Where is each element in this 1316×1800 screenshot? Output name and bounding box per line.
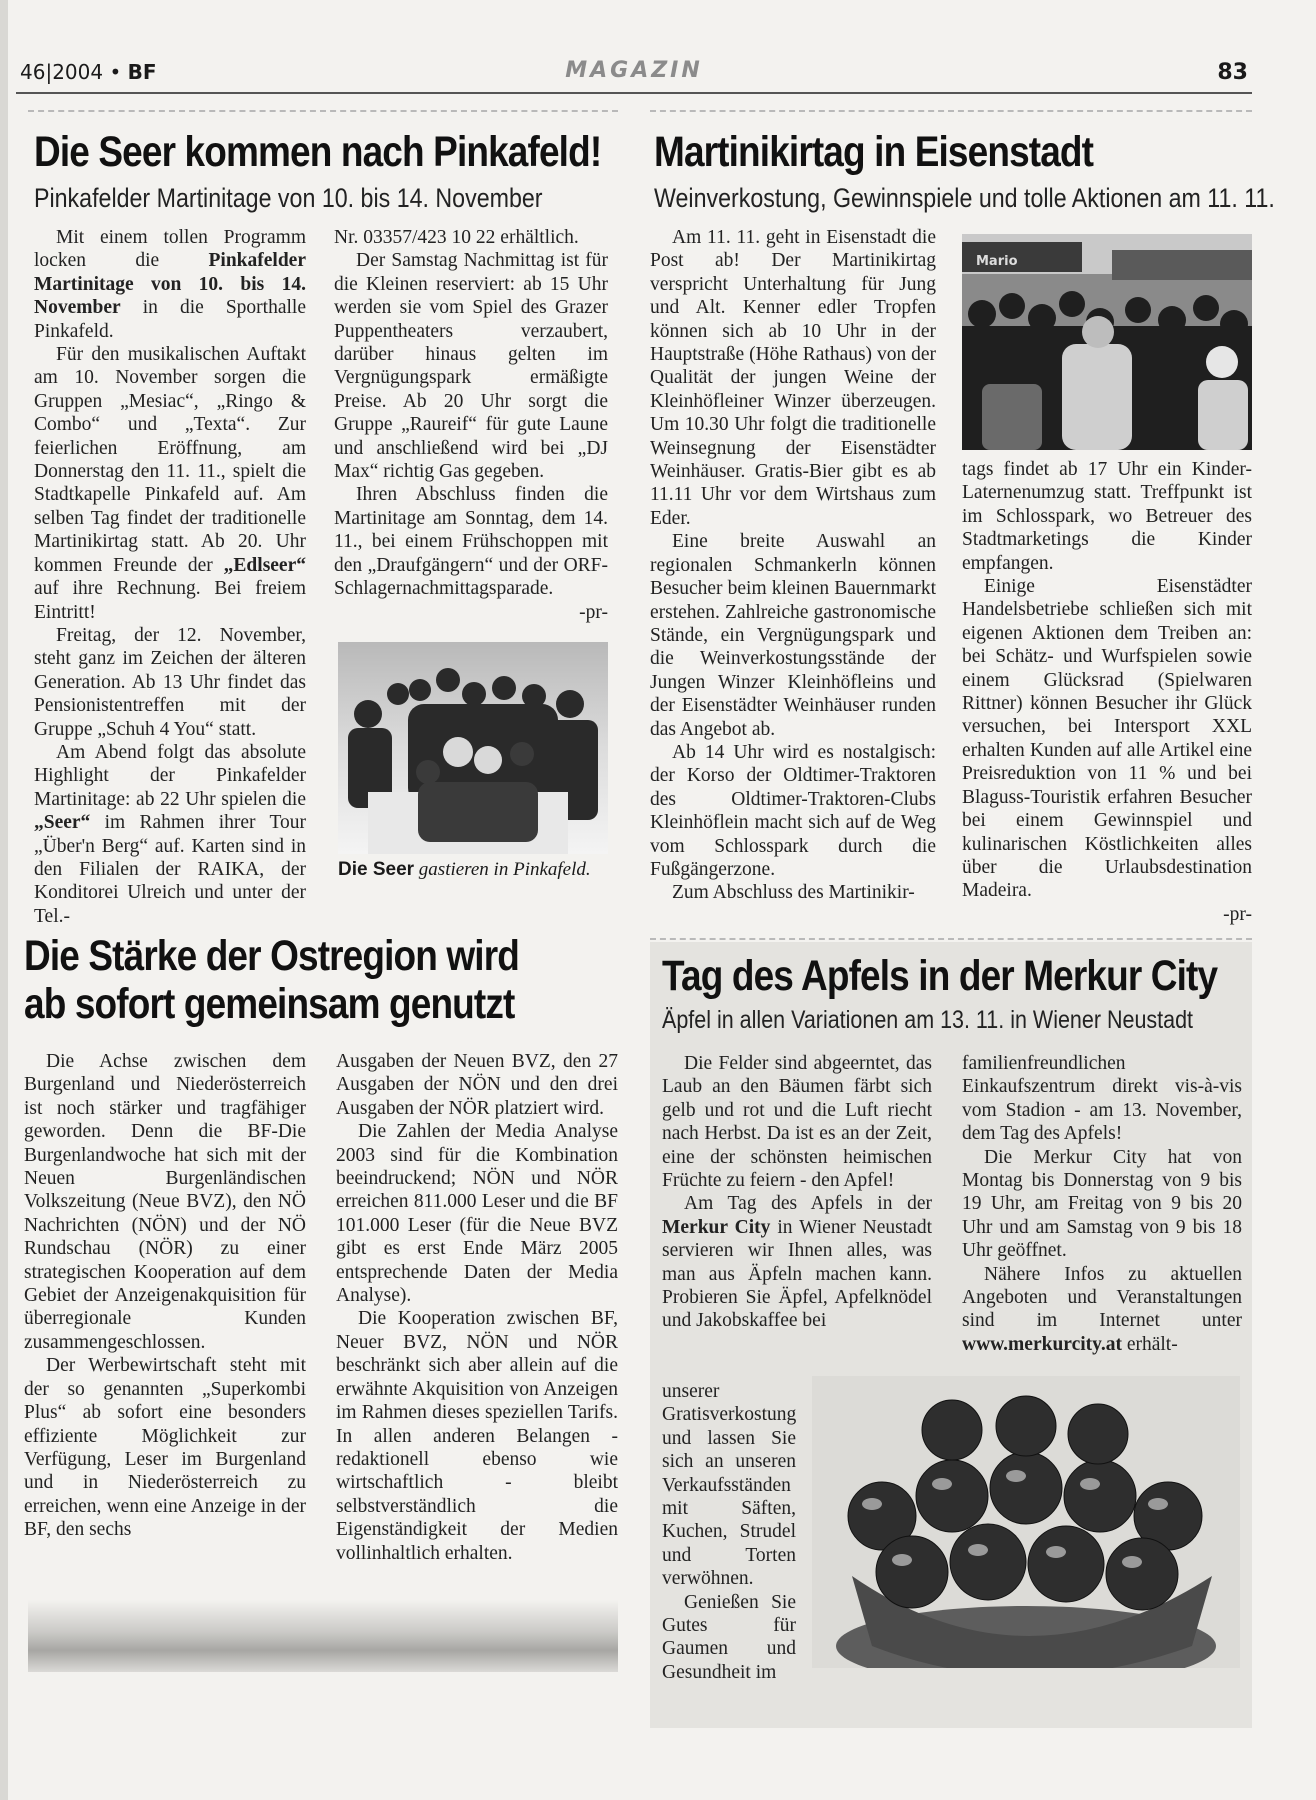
article4-column-1 xyxy=(662,1052,932,1333)
article4-headline: Tag des Apfels in der Merkur City xyxy=(662,952,1218,1000)
paragraph: Zum Abschluss des Martinikir- xyxy=(672,882,915,904)
article3-headline-line1: Die Stärke der Ostregion wird xyxy=(24,932,519,980)
paragraph: Die Felder sind abgeerntet, das Laub an den Bäumen färbt sich gelb und rot und die Luft riecht nach Herbst. Da ist es an der Zeit, eine der schönsten heimischen Früchte zu feiern - den Apfel! xyxy=(662,1053,932,1192)
paragraph: Nr. 03357/423 10 22 erhältlich. xyxy=(334,227,579,248)
page-binding-edge xyxy=(0,0,8,1800)
paragraph: Am Abend folgt das absolute Highlight der Pinkafelder Martinitage: ab 22 Uhr spielen die „Seer“ im Rahmen ihrer Tour „Über'n Berg“ auf. Karten sind in den Filialen der RAIKA, der Konditorei Ulreich und unter der Tel.- xyxy=(34,741,306,927)
paragraph: Für den musikalischen Auftakt am 10. November sorgen die Gruppen „Mesiac“, „Ringo & Combo“ und „Texta“. Zur feierlichen Eröffnung, am Donnerstag den 11. 11., spielt die Stadtkapelle Pinkafeld auf. Am selben Tag findet der traditionelle Martinikirtag statt. Ab 20. Uhr kommen Freunde der „Edlseer“ auf ihre Rechnung. Bei freiem Eintritt! xyxy=(34,344,306,623)
article2-headline: Martinikirtag in Eisenstadt xyxy=(654,128,1094,176)
paragraph: Am 11. 11. geht in Eisenstadt die Post ab! Der Martinikirtag verspricht Unterhaltung für Jung und Alt. Kenner edler Tropfen können sich ab 10 Uhr in der Hauptstraße (Höhe Rathaus) von der Qualität der jungen Weine der Kleinhöfleiner Winzer überzeugen. Um 10.30 Uhr folgt die traditionelle Weinsegnung der Eisenstädter Weinhäuser. Gratis-Bier gibt es ab 11.11 Uhr vor dem Wirtshaus zum Eder. xyxy=(650,227,936,529)
paragraph: Ausgaben der Neuen BVZ, den 27 Ausgaben der NÖN und den drei Ausgaben der NÖR platziert wird. xyxy=(336,1051,618,1119)
publication-name: BF xyxy=(127,60,157,84)
paragraph: Der Werbewirtschaft steht mit der so genannten „Superkombi Plus“ ab sofort eine besonders effiziente Möglichkeit zur Verfügung, Leser im Burgenland und in Niederösterreich zu erreichen, wenn eine Anzeige in der BF, den sechs xyxy=(24,1355,306,1541)
bold-phrase: Pinkafelder Martinitage von 10. bis 14. November xyxy=(34,250,306,319)
photo-sign: Mario xyxy=(976,254,1018,269)
article1-column-1 xyxy=(34,226,306,928)
bold-phrase: „Edlseer“ xyxy=(223,554,306,576)
paragraph: Eine breite Auswahl an regionalen Schmankerln können Besucher beim kleinen Bauernmarkt erstehen. Zahlreiche gastronomische Stände, ein Vergnügungspark und die Weinverkostungsstände der Jungen Winzer Kleinhöfleins und der Eisenstädter Weinhäuser runden das Angebot ab. xyxy=(650,531,936,740)
paragraph: tags findet ab 17 Uhr ein Kinder-Laternenumzug statt. Treffpunkt ist im Schlosspark, wo Betreuer des Stadtmarketings die Kinder empfangen. xyxy=(962,459,1252,574)
article4-column-1-narrow xyxy=(662,1380,796,1684)
decorative-fade-bar xyxy=(28,1600,618,1672)
page-number: 83 xyxy=(1217,60,1248,85)
paragraph: Nähere Infos zu aktuellen Angeboten und Veranstaltungen sind im Internet unter www.merkurcity.at erhält- xyxy=(962,1263,1242,1355)
caption-italic: gastieren in Pinkafeld. xyxy=(414,859,591,880)
divider xyxy=(28,110,618,112)
article2-column-1 xyxy=(650,226,936,905)
paragraph: Die Zahlen der Media Analyse 2003 sind für die Kombination beeindruckend; NÖN und NÖR erreichen 811.000 Leser und die BF 101.000 Leser (für die Neue BVZ gibt es erst Ende März 2005 entsprechende Daten der Media Analyse). xyxy=(336,1121,618,1307)
apples-photo-image xyxy=(812,1376,1240,1668)
article3-headline-line2: ab sofort gemeinsam genutzt xyxy=(24,980,515,1028)
paragraph: Freitag, der 12. November, steht ganz im Zeichen der älteren Generation. Ab 13 Uhr findet das Pensionistentreffen mit der Gruppe „Schuh 4 You“ statt. xyxy=(34,624,306,740)
band-photo-image xyxy=(338,642,608,854)
paragraph: Einige Eisenstädter Handelsbetriebe schließen sich mit eigenen Aktionen dem Treiben an: bei Schätz- und Wurfspielen sowie einem Glücksrad (Spielwaren Rittner) können Besucher ihr Glück versuchen, bei Intersport XXL erhalten Kunden auf alle Artikel eine Preisreduktion von 11 % und bei Blaguss-Touristik erfahren Besucher bei einem Gewinnspiel und kulinarischen Köstlichkeiten alles über die Urlaubsdestination Madeira. xyxy=(962,576,1252,902)
divider xyxy=(650,110,1252,112)
paragraph: Genießen Sie Gutes für Gaumen und Gesundheit im xyxy=(662,1591,796,1683)
band-photo xyxy=(338,642,608,854)
paragraph: Ihren Abschluss finden die Martinitage am Sonntag, dem 14. 11., bei einem Frühschoppen mit den „Draufgängern“ und der ORF-Schlagernachmittagsparade. xyxy=(334,484,608,600)
article4-subheadline: Äpfel in allen Variationen am 13. 11. in Wiener Neustadt xyxy=(662,1006,1194,1034)
article3-column-2 xyxy=(336,1050,618,1565)
paragraph: Die Achse zwischen dem Burgenland und Niederösterreich ist noch stärker und tragfähiger geworden. Denn die BF-Die Burgenlandwoche hat sich mit der Neuen Burgenländischen Volkszeitung (Neue BVZ), den NÖ Nachrichten (NÖN) und der NÖ Rundschau (NÖR) zu einer strategischen Kooperation auf dem Gebiet der Anzeigenakquisition für überregionale Kunden zusammengeschlossen. xyxy=(24,1051,306,1353)
paragraph: familienfreundlichen Einkaufszentrum direkt vis-à-vis vom Stadion - am 13. November, dem Tag des Apfels! xyxy=(962,1053,1242,1145)
article2-column-2 xyxy=(962,458,1252,926)
paragraph: Ab 14 Uhr wird es nostalgisch: der Korso der Oldtimer-Traktoren des Oldtimer-Traktoren-Clubs Kleinhöflein macht sich auf de Weg vom Schlosspark durch die Fußgängerzone. xyxy=(650,741,936,880)
caption-bold: Die Seer xyxy=(338,859,415,880)
paragraph: Der Samstag Nachmittag ist für die Kleinen reserviert: ab 15 Uhr werden sie vom Spiel des Grazer Puppentheaters verzaubert, darüber hinaus gelten im Vergnügungspark ermäßigte Preise. Ab 20 Uhr sorgt die Gruppe „Raureif“ für gute Laune und anschließend wird bei „DJ Max“ richtig Gas gegeben. xyxy=(334,250,608,483)
band-photo-caption xyxy=(338,858,610,882)
signature: -pr- xyxy=(1223,903,1252,925)
article4-column-2 xyxy=(962,1052,1242,1356)
paragraph: Mit einem tollen Programm locken die Pinkafelder Martinitage von 10. bis 14. November in die Sporthalle Pinkafeld. xyxy=(34,227,306,342)
bold-phrase: „Seer“ xyxy=(34,812,91,834)
article1-column-2 xyxy=(334,226,608,624)
bold-phrase: Merkur City xyxy=(662,1216,771,1238)
page-header xyxy=(16,58,1252,94)
apples-photo xyxy=(812,1376,1240,1668)
paragraph: Am Tag des Apfels in der Merkur City in Wiener Neustadt servieren wir Ihnen alles, was man aus Äpfeln machen kann. Probieren Sie Äpfel, Apfelknödel und Jakobskaffee bei xyxy=(662,1193,932,1332)
divider xyxy=(650,938,1252,940)
paragraph: Die Merkur City hat von Montag bis Donnerstag von 9 bis 19 Uhr, am Freitag von 9 bis 20 Uhr und am Samstag von 9 bis 18 Uhr geöffnet. xyxy=(962,1146,1242,1262)
signature: -pr- xyxy=(579,601,608,623)
article3-column-1 xyxy=(24,1050,306,1542)
bold-phrase: www.merkurcity.at xyxy=(962,1333,1122,1355)
article1-headline: Die Seer kommen nach Pinkafeld! xyxy=(34,128,602,176)
section-title: MAGAZIN xyxy=(565,58,703,83)
paragraph: Die Kooperation zwischen BF, Neuer BVZ, NÖN und NÖR beschränkt sich aber allein auf die erwähnte Akquisition von Anzeigen im Rahmen dieses speziellen Tarifs. In allen anderen Belangen - redaktionell ebenso wie wirtschaftlich - bleibt selbstverständlich die Eigenständigkeit der Medien vollinhaltlich erhalten. xyxy=(336,1308,618,1564)
issue-label: 46|2004 • BF xyxy=(20,60,157,84)
article1-subheadline: Pinkafelder Martinitage von 10. bis 14. November xyxy=(34,183,543,213)
article2-subheadline: Weinverkostung, Gewinnspiele und tolle Aktionen am 11. 11. xyxy=(654,183,1275,213)
paragraph: unserer Gratisverkostung und lassen Sie sich an unseren Verkaufsständen mit Säften, Kuchen, Strudel und Torten verwöhnen. xyxy=(662,1381,797,1590)
market-photo xyxy=(962,234,1252,450)
